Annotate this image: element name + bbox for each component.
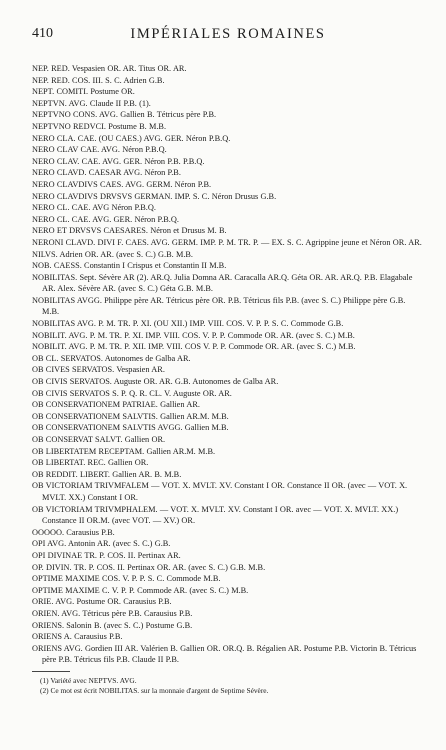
legend-entry: OB LIBERTATEM RECEPTAM. Gallien AR.M. M.B. [32, 446, 216, 456]
legend-entry: NERO ET DRVSVS CAESARES. Néron et Drusus M. B. [32, 226, 227, 236]
legend-entry: OB REDDIT. LIBERT. Gallien AR. B. M.B. [32, 469, 182, 479]
legend-entry: ORIENS AVG. Gordien III AR. Valérien B. Gallien OR. OR.Q. B. Régalien AR. Postume P.B. Victorin B. Tétricus père P.B. Tétricus fils P.B. Claude II P.B. [32, 643, 417, 665]
legend-entry: NERO CLAVDIVS CAES. AVG. GERM. Néron P.B. [32, 179, 212, 189]
legend-entry: NOBILIT. AVG. P. M. TR. P. XI. IMP. VIII. COS. V. P. P. Commode OR. AR. (avec S. C.) M.B. [32, 330, 355, 340]
legend-entry: NERO CL. CAE. AVG. GER. Néron P.B.Q. [32, 214, 179, 224]
legend-entry: OB VICTORIAM TRIVMFALEM — VOT. X. MVLT. XV. Constant I OR. Constance II OR. (avec — VOT. X. MVLT. XX.) Constant I OR. [32, 481, 408, 502]
legend-entry: NEP. RED. COS. III. S. C. Adrien G.B. [32, 75, 165, 85]
legend-entry: ORIEN. AVG. Tétricus père P.B. Carausius P.B. [32, 608, 193, 618]
legend-entry: OOOOO. Carausius P.B. [32, 527, 115, 537]
legend-entry: OPI AVG. Antonin AR. (avec S. C.) G.B. [32, 539, 171, 549]
legend-entry: ORIE. AVG. Postume OR. Carausius P.B. [32, 597, 172, 607]
legend-entry: OB CONSERVATIONEM SALVTIS. Gallien AR.M. M.B. [32, 411, 229, 421]
legend-entry: NERO CLAV CAE. AVG. Néron P.B.Q. [32, 145, 167, 155]
coin-legend-list [32, 63, 422, 666]
legend-entry: NOBILITAS AVG. P. M. TR. P. XI. (OU XII.) IMP. VIII. COS. V. P. P. S. C. Commode G.B. [32, 319, 344, 329]
running-title: IMPÉRIALES ROMAINES [130, 26, 326, 42]
legend-entry: NEPTVN. AVG. Claude II P.B. (1). [32, 98, 151, 108]
legend-entry: OPTIME MAXIME COS. V. P. P. S. C. Commode M.B. [32, 574, 221, 584]
footnote-2: (2) Ce mot est écrit NOBILITAS. sur la monnaie d'argent de Septime Sévère. [40, 686, 269, 695]
legend-entry: NOBILITAS AVGG. Philippe père AR. Tétricus père OR. P.B. Tétricus fils P.B. (avec S. C.) Philippe père G.B. M.B. [32, 295, 406, 317]
legend-entry: OB CIVES SERVATOS. Vespasien AR. [32, 365, 165, 375]
legend-entry: ORIENS A. Carausius P.B. [32, 632, 123, 642]
legend-entry: NEPTVNO REDVCI. Postume B. M.B. [32, 121, 167, 131]
legend-entry: NOB. CAESS. Constantin I Crispus et Constantin II M.B. [32, 261, 227, 271]
legend-entry: NERO CLAVD. CAESAR AVG. Néron P.B. [32, 168, 181, 178]
legend-entry: NOBILIT. AVG. P. M. TR. P. XII. IMP. VIII. COS V. P. P. Commode OR. AR. (avec S. C.) M.B. [32, 342, 356, 352]
legend-entry: OPI DIVINAE TR. P. COS. II. Pertinax AR. [32, 550, 181, 560]
footnote-1: (1) Variété avec NEPTVS. AVG. [40, 676, 137, 685]
legend-entry: OB CL. SERVATOS. Autonomes de Galba AR. [32, 353, 191, 363]
legend-entry: OB CONSERVAT SALVT. Gallien OR. [32, 435, 166, 444]
legend-entry: OB CONSERVATIONEM SALVTIS AVGG. Gallien M.B. [32, 423, 229, 433]
legend-entry: OB LIBERTAT. REC. Gallien OR. [32, 458, 149, 468]
legend-entry: NILVS. Adrien OR. AR. (avec S. C.) G.B. M.B. [32, 249, 194, 259]
legend-entry: NERO CLAV. CAE. AVG. GER. Néron P.B. P.B.Q. [32, 156, 205, 166]
legend-entry: OB CIVIS SERVATOS S. P. Q. R. CL. V. Auguste OR. AR. [32, 388, 232, 398]
legend-entry: NERONI CLAVD. DIVI F. CAES. AVG. GERM. IMP. P. M. TR. P. — EX. S. C. Agrippine jeune et Néron OR. AR. [32, 237, 422, 247]
legend-entry: OB CIVIS SERVATOS. Auguste OR. AR. G.B. Autonomes de Galba AR. [32, 377, 279, 387]
page-number: 410 [32, 26, 53, 41]
legend-entry: OB VICTORIAM TRIVMPHALEM. — VOT. X. MVLT. XV. Constant I OR. avec — VOT. X. MVLT. XX.) Constance II OR.M. (avec VOT. — XV.) OR. [32, 504, 399, 526]
legend-entry: OP. DIVIN. TR. P. COS. II. Pertinax OR. AR. (avec S. C.) G.B. M.B. [32, 562, 266, 572]
legend-entry: OB CONSERVATIONEM PATRIAE. Gallien AR. [32, 400, 200, 410]
legend-entry: NEPTVNO CONS. AVG. Gallien B. Tétricus père P.B. [32, 110, 217, 120]
legend-entry: NEPT. COMITI. Postume OR. [32, 87, 135, 97]
legend-entry: ORIENS. Salonin B. (avec S. C.) Postume G.B. [32, 620, 193, 630]
legend-entry: NERO CLAVDIVS DRVSVS GERMAN. IMP. S. C. Néron Drusus G.B. [32, 191, 277, 201]
footnote-rule [32, 671, 70, 672]
footnotes [32, 671, 422, 696]
legend-entry: NERO CL. CAE. AVG Néron P.B.Q. [32, 203, 156, 213]
legend-entry: NEP. RED. Vespasien OR. AR. Titus OR. AR. [32, 64, 187, 73]
page-header [32, 26, 424, 46]
legend-entry: NOBILITAS. Sept. Sévère AR (2). AR.Q. Julia Domna AR. Caracalla AR.Q. Géta OR. AR. AR.Q. P.B. Elagabale AR. Alex. Sévère AR. (avec S. C.) Géta G.B. M.B. [32, 272, 413, 294]
legend-entry: NERO CLA. CAE. (OU CAES.) AVG. GER. Néron P.B.Q. [32, 133, 231, 143]
legend-entry: OPTIME MAXIME C. V. P. P. Commode AR. (avec S. C.) M.B. [32, 585, 249, 595]
